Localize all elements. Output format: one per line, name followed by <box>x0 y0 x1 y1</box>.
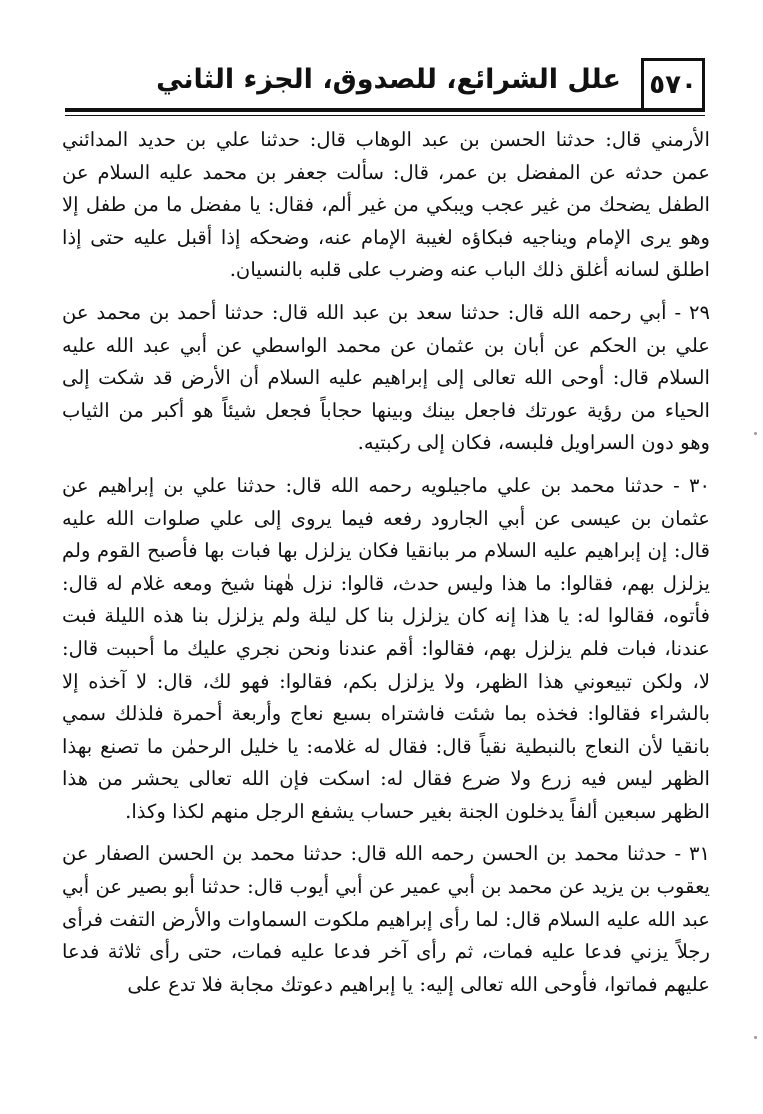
page-number: ٥٧٠ <box>641 58 705 108</box>
paragraph-continued: الأرمني قال: حدثنا الحسن بن عبد الوهاب قال: حدثنا علي بن حديد المدائني عمن حدثه عن المفضل بن عمر، قال: سألت جعفر بن محمد عليه السلام عن الطفل يضحك من غير عجب ويبكي من غير ألم، فقال: يا مفضل ما من طفل إلا وهو يرى الإمام ويناجيه فبكاؤه لغيبة الإمام عنه، وضحكه إذا أقبل عليه حتى إذا اطلق لسانه أغلق ذلك الباب عنه وضرب على قلبه بالنسيان. <box>62 128 710 282</box>
hadith-29: ٢٩ - أبي رحمه الله قال: حدثنا سعد بن عبد الله قال: حدثنا أحمد بن محمد عن علي بن الحكم عن أبان بن عثمان عن محمد الواسطي عن أبي عبد الله عليه السلام قال: أوحى الله تعالى إلى إبراهيم عليه السلام أن الأرض قد شكت إلى الحياء من رؤية عورتك فاجعل بينك وبينها حجاباً فجعل شيئاً هو أكبر من الثياب وهو دون السراويل فلبسه، فكان إلى ركبتيه. <box>62 300 710 455</box>
scan-mark <box>754 1036 757 1039</box>
header-rule-thick <box>65 108 705 112</box>
header-rule-thin <box>65 115 705 116</box>
body-text <box>62 124 710 1001</box>
hadith-31: ٣١ - حدثنا محمد بن الحسن رحمه الله قال: حدثنا محمد بن الحسن الصفار عن يعقوب بن يزيد عن محمد بن أبي عمير عن أبي أيوب قال: حدثنا أبو بصير عن أبي عبد الله عليه السلام قال: لما رأى إبراهيم ملكوت السماوات والأرض التفت فرأى رجلاً يزني فدعا عليه فمات، ثم رأى آخر فدعا عليه فمات، حتى رأى ثلاثة فدعا عليهم فماتوا، فأوحى الله تعالى إليه: يا إبراهيم دعوتك مجابة فلا تدع على <box>62 842 710 996</box>
running-title: علل الشرائع، للصدوق، الجزء الثاني <box>156 64 621 95</box>
hadith-30: ٣٠ - حدثنا محمد بن علي ماجيلويه رحمه الله قال: حدثنا علي بن إبراهيم عن عثمان بن عيسى عن أبي الجارود رفعه فيما يروى إلى علي صلوات الله عليه قال: إن إبراهيم عليه السلام مر ببانقيا فكان يزلزل بها فبات بها فأصبح القوم ولم يزلزل بهم، فقالوا: ما هذا وليس حدث، قالوا: نزل هٰهنا شيخ ومعه غلام له قال: فأتوه، فقالوا له: يا هذا إنه كان يزلزل بنا كل ليلة ولم يزلزل بنا هذه الليلة فبت عندنا، فبات فلم يزلزل بهم، فقالوا: أقم عندنا ونحن نجري عليك ما أحببت قال: لا، ولكن تبيعوني هذا الظهر، ولا يزلزل بكم، فقالوا: فهو لك، قال: لا آخذه إلا بالشراء فقالوا: فخذه بما شئت فاشتراه بسبع نعاج وأربعة أحمرة فلذلك سمي بانقيا لأن النعاج بالنبطية نقياً قال: فقال له غلامه: يا خليل الرحمٰن ما تصنع بهذا الظهر ليس فيه زرع ولا ضرع فقال له: اسكت فإن الله تعالى يحشر من هذا الظهر سبعين ألفاً يدخلون الجنة بغير حساب يشفع الرجل منهم لكذا وكذا. <box>62 473 710 823</box>
page-header <box>65 58 705 116</box>
scan-mark <box>754 432 757 435</box>
